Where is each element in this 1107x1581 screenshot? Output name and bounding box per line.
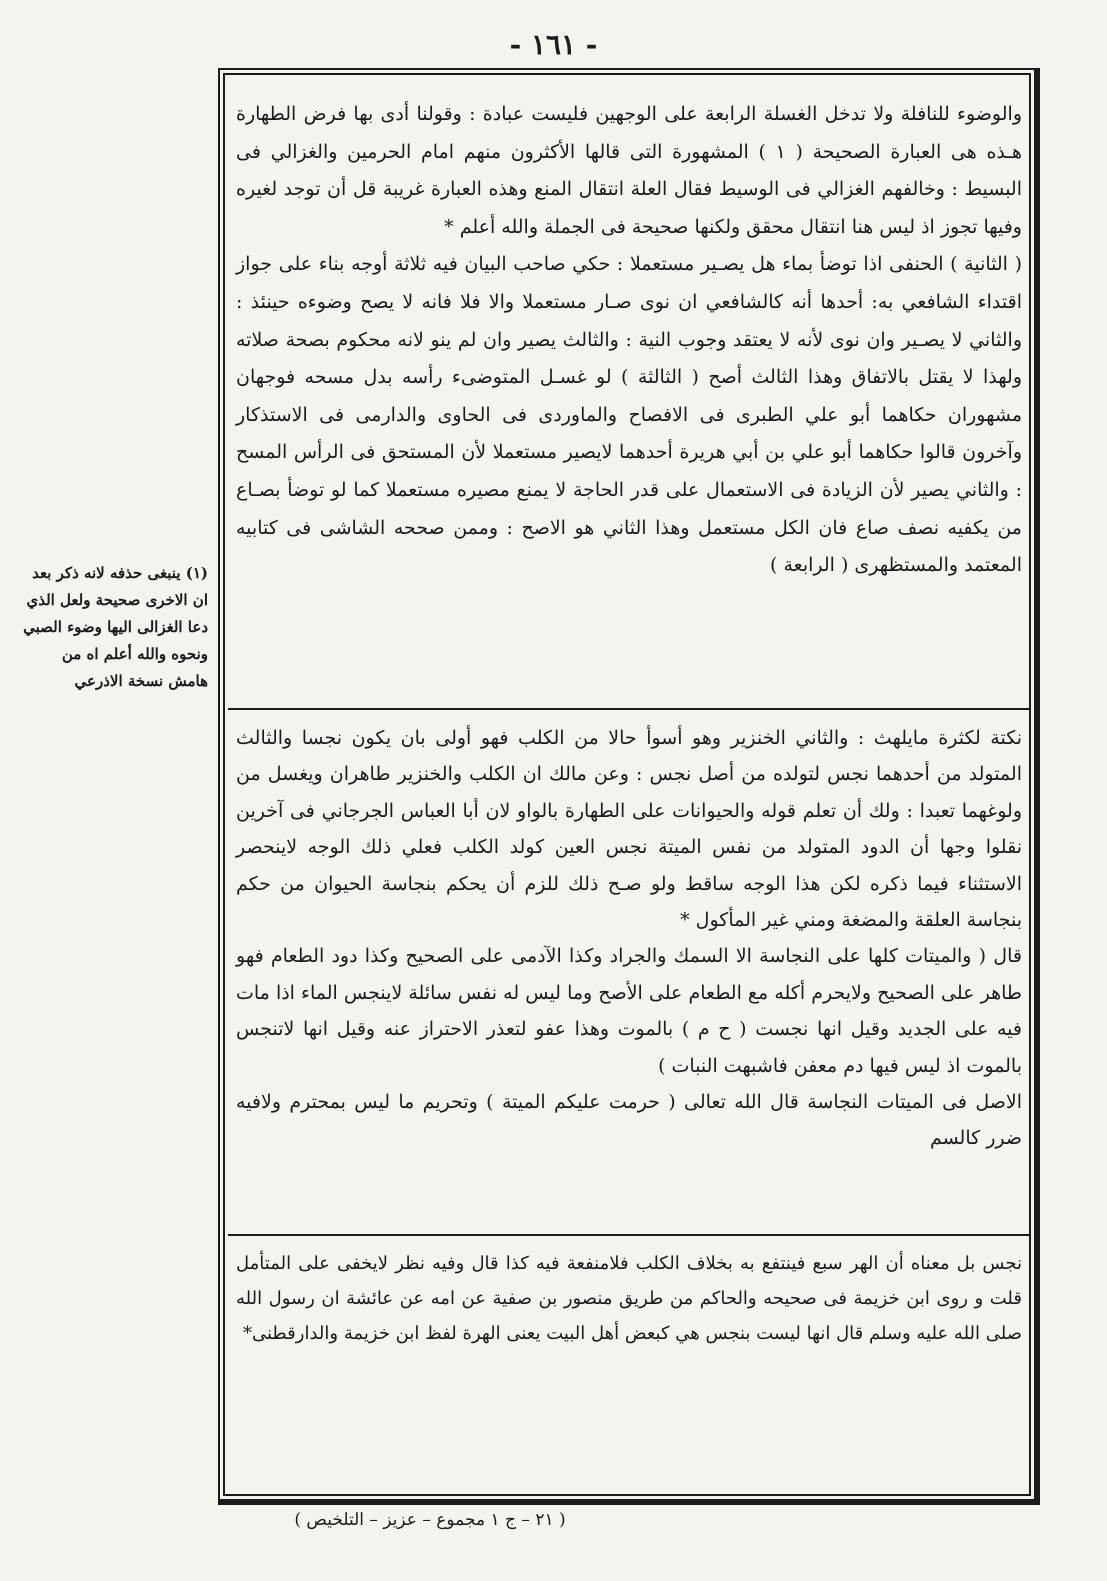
main-text-section	[236, 96, 1022, 704]
middle-paragraph: نكتة لكثرة مايلهث : والثاني الخنزير وهو أسوأ حالا من الكلب فهو أولى بان يكون نجسا والثالث المتولد من أحدهما نجس لتولده من أصل نجس : وعن مالك ان الكلب والخنزير طاهران ويغسل من ولوغهما تعبدا : ولك أن تعلم قوله والحيوانات على الطهارة بالواو لان أبا العباس الجرجاني فى آخرين نقلوا وجها أن الدود المتولد من نفس الميتة نجس العين كولد الكلب فعلي ذلك الوجه لاينحصر الاستثناء فيما ذكره لكن هذا الوجه ساقط ولو صـح ذلك للزم أن يحكم بنجاسة الحيوان من حكم بنجاسة العلقة والمضغة ومني غير المأكول *	[236, 727, 1022, 932]
main-paragraph: والوضوء للنافلة ولا تدخل الغسلة الرابعة على الوجهين فليست عبادة : وقولنا أدى بها فرض الطهارة هـذه هى العبارة الصحيحة ( ١ ) المشهورة التى قالها الأكثرون منهم امام الحرمين والغزالي فى البسيط : وخالفهم الغزالي فى الوسيط فقال العلة انتقال المنع وهذه العبارة غريبة قل أن توجد لغيره وفيها تجوز اذ ليس هنا انتقال محقق ولكنها صحيحة فى الجملة والله أعلم *	[236, 103, 1022, 238]
page-footer: ( ٢١ – ج ١ مجموع – عزيز – التلخيص )	[294, 1510, 566, 1530]
section-divider	[228, 1234, 1030, 1236]
margin-footnote: (١) ينبغى حذفه لانه ذكر بعد ان الاخرى صحيحة ولعل الذي دعا الغزالى اليها وضوء الصبي ونحوه والله أعلم اه من هامش نسخة الاذرعي	[23, 564, 208, 690]
section-divider	[228, 708, 1030, 710]
bottom-paragraph: نجس بل معناه أن الهر سبع فينتفع به بخلاف الكلب فلامنفعة فيه كذا قال وفيه نظر لايخفى على المتأمل قلت و روى ابن خزيمة فى صحيحه والحاكم من طريق منصور بن صفية عن امه عن عائشة ان رسول الله صلى الله عليه وسلم قال انها ليست بنجس هي كبعض أهل البيت يعنى الهرة لفظ ابن خزيمة والدارقطنى*	[236, 1253, 1022, 1344]
page-number: - ١٦١ -	[509, 28, 598, 61]
bottom-text-section	[236, 1246, 1022, 1486]
frame-shadow-right	[1036, 68, 1040, 1501]
middle-paragraph: الاصل فى الميتات النجاسة قال الله تعالى ( حرمت عليكم الميتة ) وتحريم ما ليس بمحترم ولافيه ضرر كالسم	[236, 1091, 1022, 1150]
main-paragraph: ( الثانية ) الحنفى اذا توضأ بماء هل يصـير مستعملا : حكي صاحب البيان فيه ثلاثة أوجه بناء على جواز اقتداء الشافعي به: أحدها أنه كالشافعي ان نوى صـار مستعملا والا فلا فانه لا يصح وضوءه حينئذ : والثاني لا يصـير وان نوى لأنه لا يعتقد وجوب النية : والثالث يصير وان لم ينو لانه محكوم بصحة صلاته ولهذا لا يقتل بالاتفاق وهذا الثالث أصح ( الثالثة ) لو غسـل المتوضىء رأسه بدل مسحه فوجهان مشهوران حكاهما أبو علي الطبرى فى الافصاح والماوردى فى الحاوى والدارمى فى الاستذكار وآخرون قالوا حكاهما أبو علي بن أبي هريرة أحدهما لايصير مستعملا لأن المستحق فى الرأس المسح : والثاني يصير لأن الزيادة فى الاستعمال على قدر الحاجة لا يمنع مصيره مستعملا كما لو توضأ بصـاع من يكفيه نصف صاع فان الكل مستعمل وهذا الثاني هو الاصح : وممن صححه الشاشى فى كتابيه المعتمد والمستظهرى ( الرابعة )	[236, 253, 1022, 577]
middle-text-section	[236, 720, 1022, 1230]
frame-shadow-bottom	[218, 1501, 1040, 1505]
middle-paragraph: قال ( والميتات كلها على النجاسة الا السمك والجراد وكذا الآدمى على الصحيح وكذا دود الطعام فهو طاهر على الصحيح ولايحرم أكله مع الطعام على الأصح وما ليس له نفس سائلة لاينجس الماء اذا مات فيه على الجديد وقيل انها نجست ( ح م ) بالموت وهذا عفو لتعذر الاحتراز عنه وقيل انها لاتنجس بالموت اذ ليس فيها دم معفن فاشبهت النبات )	[236, 945, 1022, 1077]
